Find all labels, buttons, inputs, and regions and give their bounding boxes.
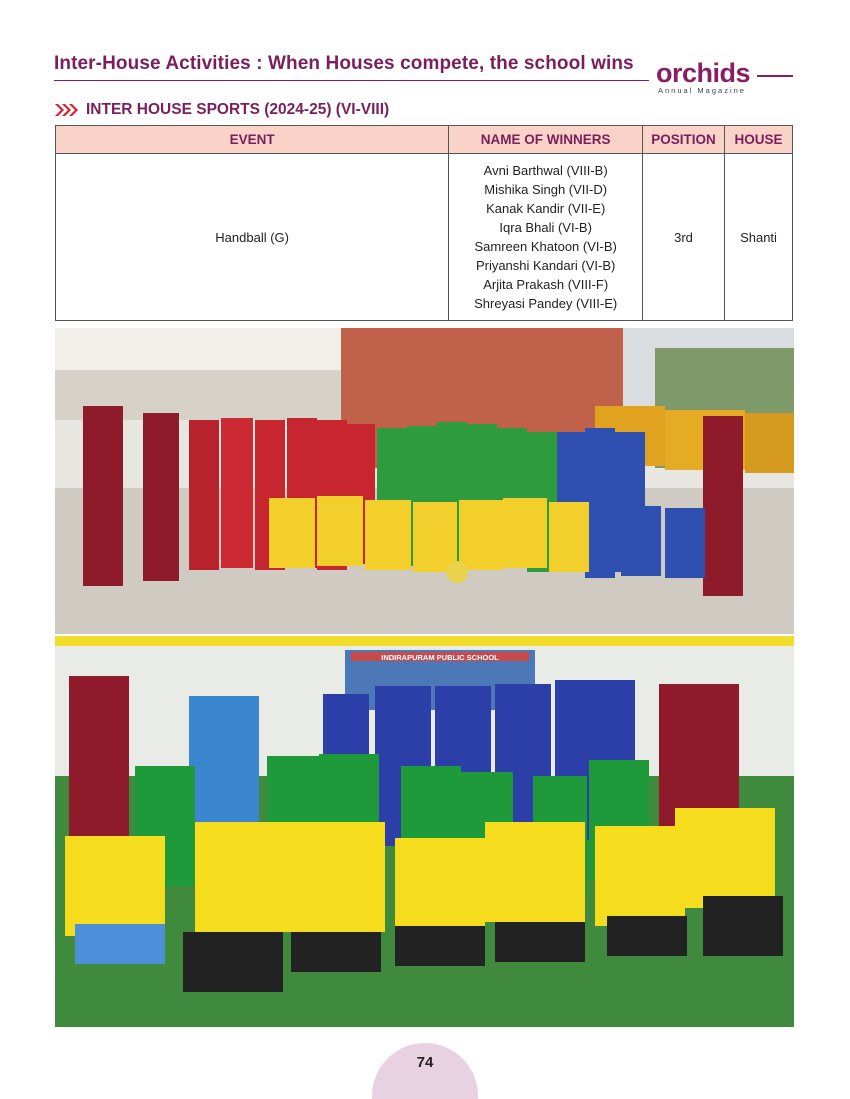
col-position: POSITION	[643, 126, 725, 154]
winners-cell	[449, 154, 643, 321]
team-photo-boys-image	[55, 636, 794, 1027]
page-number-tab	[372, 1043, 478, 1099]
section-heading	[54, 100, 389, 120]
table-header-row	[56, 126, 793, 154]
col-winners: NAME OF WINNERS	[449, 126, 643, 154]
winner-name: Iqra Bhali (VI-B)	[499, 220, 592, 235]
chevron-right-icon	[54, 102, 78, 118]
orchids-logo	[652, 58, 797, 98]
results-table	[55, 125, 793, 321]
section-title: INTER HOUSE SPORTS (2024-25) (VI-VIII)	[86, 101, 390, 118]
logo-rule	[757, 75, 793, 77]
winner-name: Mishika Singh (VII-D)	[484, 182, 608, 197]
winner-name: Arjita Prakash (VIII-F)	[483, 277, 609, 292]
logo-subtitle: Annual Magazine	[658, 86, 746, 95]
position-cell: 3rd	[643, 154, 725, 321]
house-cell: Shanti	[725, 154, 793, 321]
team-photo-girls	[55, 328, 794, 634]
winner-name: Shreyasi Pandey (VIII-E)	[474, 296, 618, 311]
col-event: EVENT	[56, 126, 449, 154]
logo-word: orchids	[656, 58, 751, 88]
event-cell: Handball (G)	[56, 154, 449, 321]
col-house: HOUSE	[725, 126, 793, 154]
page-title: Inter-House Activities : When Houses compete, the school wins	[54, 53, 634, 74]
table-row	[56, 154, 793, 321]
team-photo-boys	[55, 636, 794, 1027]
page-number: 74	[416, 1054, 434, 1071]
winner-name: Avni Barthwal (VIII-B)	[483, 163, 608, 178]
winner-name: Samreen Khatoon (VI-B)	[474, 239, 617, 254]
winner-name: Priyanshi Kandari (VI-B)	[475, 258, 616, 273]
school-banner-text: INDIRAPURAM PUBLIC SCHOOL	[381, 653, 499, 662]
winner-name: Kanak Kandir (VII-E)	[486, 201, 606, 216]
team-photo-girls-image	[55, 328, 794, 634]
title-rule	[54, 80, 649, 81]
